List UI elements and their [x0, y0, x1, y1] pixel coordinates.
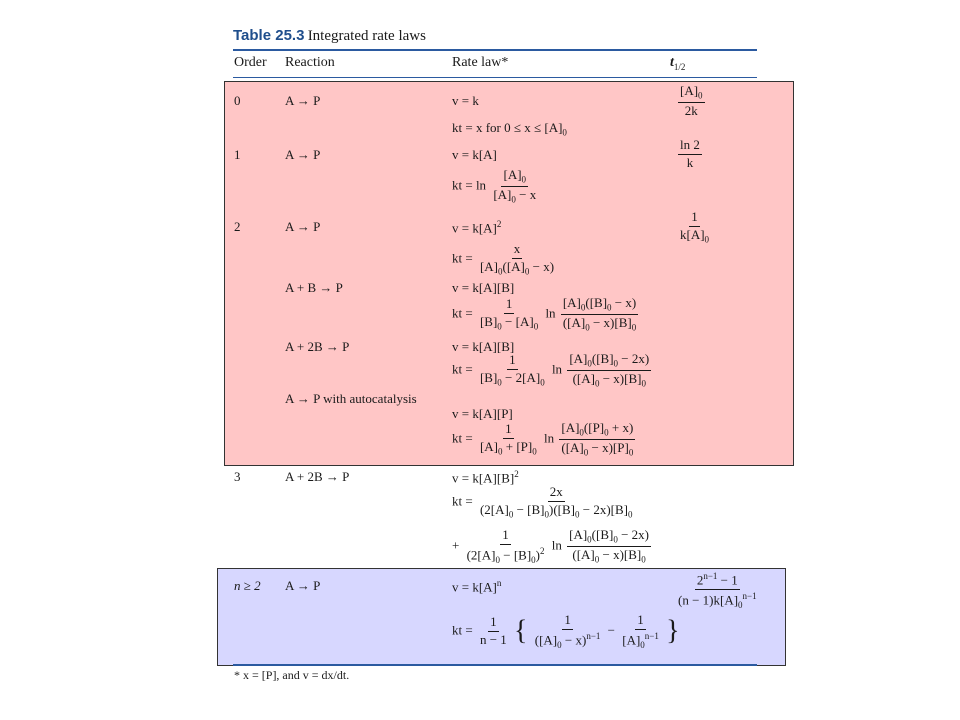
rule-header — [233, 77, 757, 78]
integrated-law-cell: kt = $\frac{1}{[B]_0 - [A]_0}$ ln $\frac{[A]_0([B]_0 - x)}{([A]_0 - x)[B]_0}$ — [452, 295, 637, 333]
rule-bottom — [233, 664, 757, 666]
reaction-cell: A + 2B → P — [285, 339, 350, 354]
table-title: Integrated rate laws — [307, 28, 426, 44]
rate-law-cell: v = k — [452, 93, 479, 108]
reaction-cell: A → P — [285, 578, 321, 593]
rate-law-cell: v = k[A][B] — [452, 339, 515, 354]
rate-law-cell: v = k[A][P] — [452, 406, 513, 421]
table-caption — [233, 27, 426, 45]
reaction-cell: A → P — [285, 219, 321, 234]
integrated-law-cell: kt = ln $\frac{[A]_0}{[A]_0 - x}$ — [452, 167, 537, 205]
order-cell: 3 — [234, 469, 241, 484]
table-number: Table 25.3 — [233, 27, 305, 44]
rate-law-cell: $v = k[A]^2$ — [452, 219, 502, 236]
integrated-law-cell: kt = $\frac{1}{[B]_0 - 2[A]_0}$ ln $\frac{[A]_0([B]_0 - 2x)}{([A]_0 - x)[B]_0}$ — [452, 351, 650, 389]
order-cell: 1 — [234, 147, 241, 162]
integrated-law-cell: kt = $\frac{1}{n - 1}$ { $\frac{1}{([A]_0 - x)^{n-1}}$ − $\frac{1}{[A]_0^{n-1}}$ } — [452, 612, 680, 650]
rate-law-cell: $v = k[A]^n$ — [452, 578, 502, 595]
reaction-cell: A + 2B → P — [285, 469, 350, 484]
brace-close: } — [666, 615, 680, 647]
reaction-cell: A → P with autocatalysis — [285, 391, 417, 406]
rate-law-cell: $v = k[A][B]^2$ — [452, 469, 519, 486]
footnote: * x = [P], and v = dx/dt. — [234, 668, 350, 682]
integrated-law-cell: kt = $\frac{1}{[A]_0 + [P]_0}$ ln $\frac{[A]_0([P]_0 + x)}{([A]_0 - x)[P]_0}$ — [452, 420, 634, 458]
brace-open: { — [514, 615, 528, 647]
rule-top — [233, 49, 757, 51]
order-cell: 0 — [234, 93, 241, 108]
rate-law-cell: v = k[A][B] — [452, 280, 515, 295]
half-life-cell: $\frac{1}{k[A]_0}$ — [680, 209, 710, 245]
half-life-cell: $\frac{\ln 2}{k}$ — [680, 137, 700, 170]
integrated-law-cell: kt = $\frac{2x}{(2[A]_0 - [B]_0)([B]_0 - 2x)[B]_0}$ — [452, 484, 633, 520]
order-cell: 2 — [234, 219, 241, 234]
reaction-cell: A → P — [285, 147, 321, 162]
integrated-law-cell: kt = x for $0 \le x \le [A]_0$ — [452, 120, 567, 138]
header-half-life: $t_{1/2}$ — [670, 55, 686, 72]
half-life-cell: $\frac{[A]_0}{2k}$ — [680, 83, 703, 118]
order-cell: n ≥ 2 — [234, 578, 261, 593]
rate-law-cell: v = k[A] — [452, 147, 497, 162]
integrated-law-cell-continued: + $\frac{1}{(2[A]_0 - [B]_0)^2}$ ln $\frac{[A]_0([B]_0 - 2x)}{([A]_0 - x)[B]_0}$ — [452, 527, 650, 565]
reaction-cell: A + B → P — [285, 280, 343, 295]
half-life-cell: $\frac{2^{n-1} - 1}{(n - 1)k[A]_0^{n-1}}$ — [678, 571, 757, 611]
header-rate-law: Rate law* — [452, 55, 509, 70]
reaction-cell: A → P — [285, 93, 321, 108]
integrated-law-cell: kt = $\frac{x}{[A]_0([A]_0 - x)}$ — [452, 241, 555, 277]
header-reaction: Reaction — [285, 55, 335, 70]
header-order: Order — [234, 55, 267, 70]
